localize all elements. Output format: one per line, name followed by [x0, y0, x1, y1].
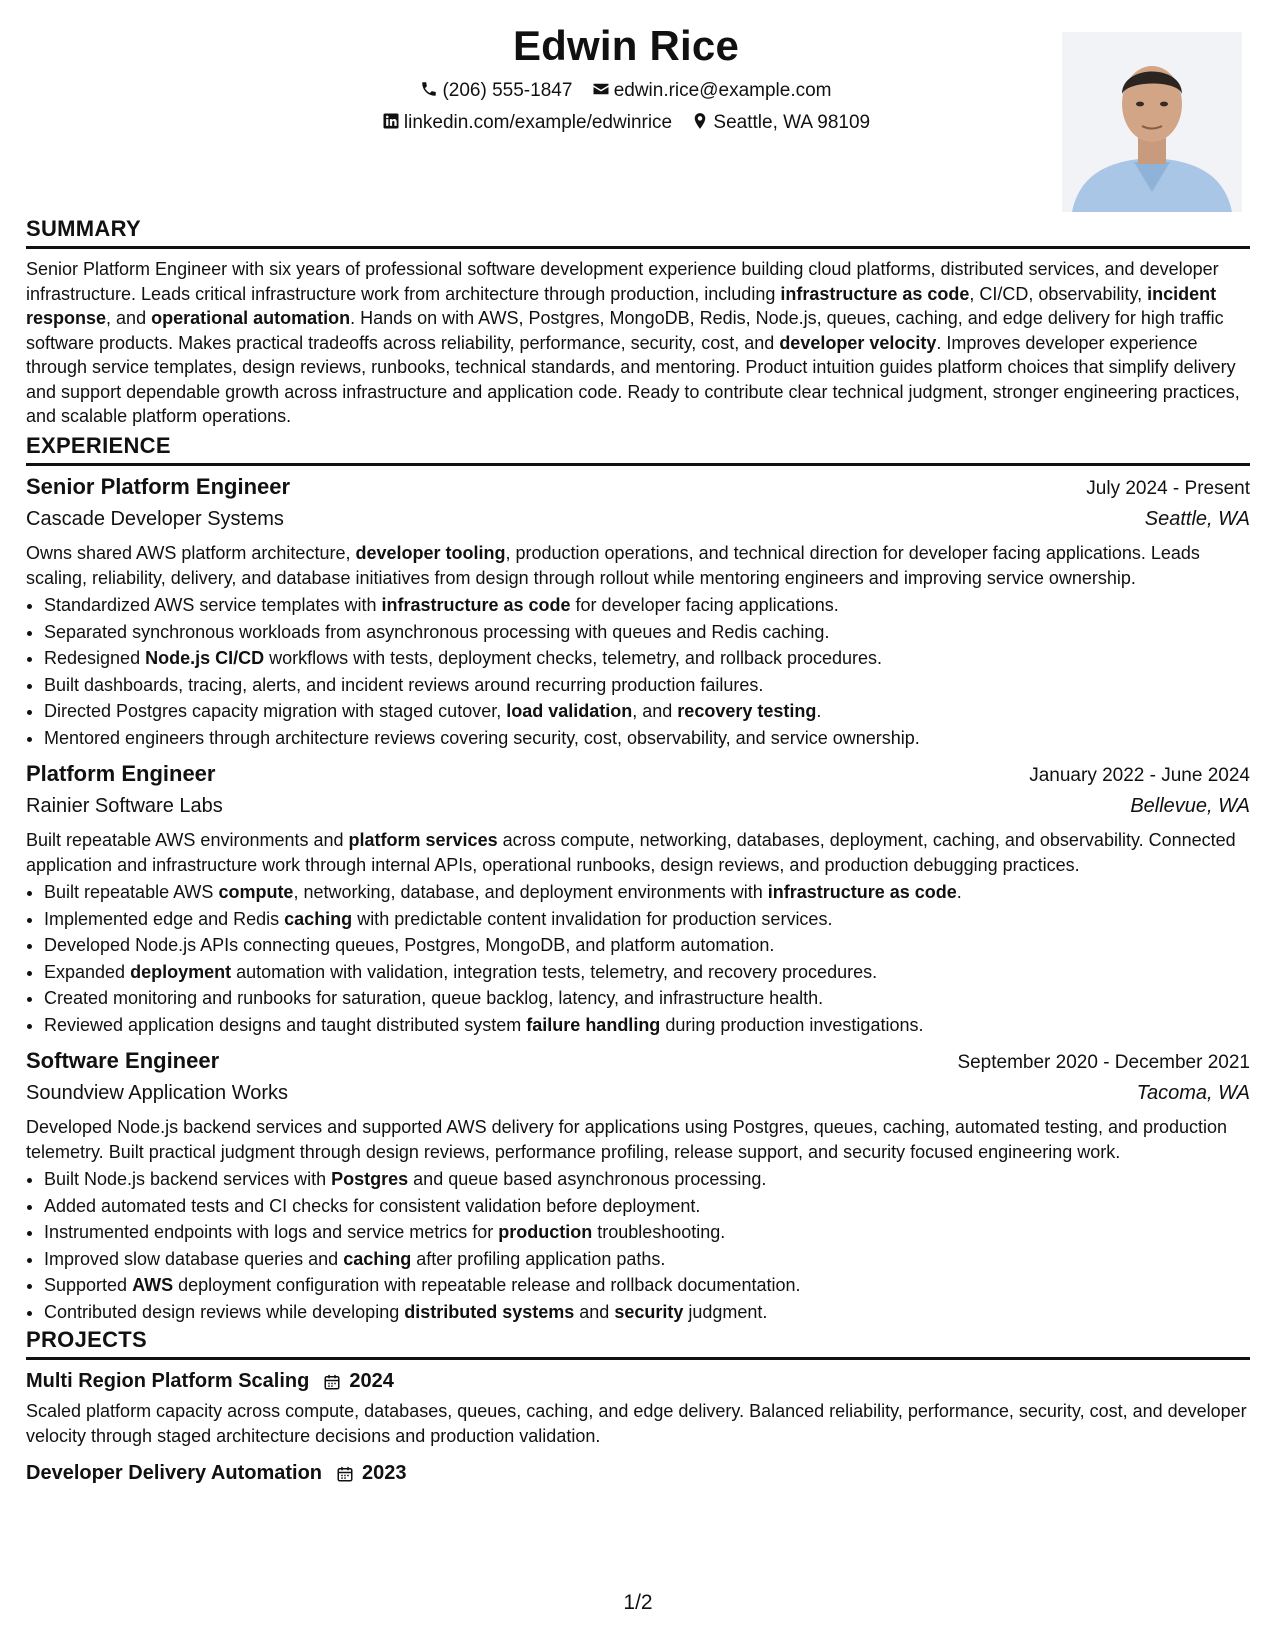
text-run: Expanded: [44, 961, 131, 982]
job-entry: [26, 474, 1250, 751]
bullet-item: [44, 592, 1250, 619]
emphasis-text: caching: [284, 908, 353, 929]
text-run: Senior Platform Engineer with six years of professional software development experience building cloud platforms, distributed services, and developer infrastructure. Leads critical infrastructure work from architecture through production, including: [26, 259, 1219, 304]
job-entry: [26, 1048, 1250, 1325]
linkedin-icon: [382, 112, 400, 130]
envelope-icon: [592, 80, 610, 98]
job-bullets: [26, 592, 1250, 751]
summary-heading: SUMMARY: [26, 216, 1250, 249]
text-run: Separated synchronous workloads from asynchronous processing with queues and Redis caching.: [44, 621, 830, 642]
bullet-item: [44, 1246, 1250, 1273]
text-run: and queue based asynchronous processing.: [408, 1169, 767, 1189]
text-run: Built Node.js backend services with: [44, 1169, 332, 1189]
resume-header: [26, 0, 1250, 215]
email-text: edwin.rice@example.com: [613, 80, 832, 101]
text-run: troubleshooting.: [592, 1222, 726, 1242]
linkedin-text: linkedin.com/example/edwinrice: [403, 112, 673, 133]
text-run: Developed Node.js APIs connecting queues, Postgres, MongoDB, and platform automation.: [44, 935, 775, 955]
job-dates: January 2022 - June 2024: [1029, 765, 1250, 786]
map-marker-icon: [691, 112, 709, 130]
location-text: Seattle, WA 98109: [713, 112, 871, 133]
project-entry: [26, 1370, 1250, 1448]
text-run: across compute, networking, databases, deployment, caching, and observability. Connected application and infrastructure work through internal APIs, operational runbooks, design reviews, and production debugging practices.: [26, 830, 1236, 875]
bullet-item: [44, 1193, 1250, 1220]
resume-page: [26, 0, 1250, 1650]
emphasis-text: developer tooling: [355, 543, 506, 563]
text-run: for developer facing applications.: [570, 595, 839, 615]
job-title: Platform Engineer: [26, 761, 216, 786]
text-run: Supported: [44, 1275, 133, 1295]
job-location: Seattle, WA: [1144, 508, 1250, 530]
text-run: , and: [632, 701, 678, 721]
emphasis-text: compute: [218, 882, 294, 902]
summary-text: [26, 257, 1250, 429]
job-intro: [26, 1115, 1250, 1164]
email-contact[interactable]: [592, 80, 832, 102]
text-run: Created monitoring and runbooks for saturation, queue backlog, latency, and infrastructure health.: [44, 988, 824, 1008]
bullet-item: [44, 1272, 1250, 1299]
emphasis-text: AWS: [132, 1275, 174, 1295]
text-run: Standardized AWS service templates with: [44, 595, 382, 615]
bullet-item: [44, 906, 1250, 933]
experience-heading: EXPERIENCE: [26, 433, 1250, 466]
project-name: Multi Region Platform Scaling: [26, 1370, 310, 1392]
text-run: Developed Node.js backend services and supported AWS delivery for applications using Postgres, queues, caching, automated testing, and production telemetry. Built practical judgment through design reviews, performance profiling, release support, and security focused engineering work.: [26, 1117, 1228, 1162]
bullet-item: [44, 725, 1250, 752]
text-run: , CI/CD, observability,: [969, 283, 1148, 304]
project-description: Scaled platform capacity across compute, databases, queues, caching, and edge delivery. Balanced reliability, performance, security, cost, and developer velocity through staged architecture decisions and production validation.: [26, 1401, 1247, 1446]
linkedin-contact[interactable]: [382, 112, 672, 134]
emphasis-text: security: [614, 1301, 684, 1322]
job-title: Senior Platform Engineer: [26, 474, 291, 499]
emphasis-text: failure handling: [526, 1014, 661, 1035]
bullet-item: [44, 1166, 1250, 1193]
emphasis-text: distributed systems: [404, 1301, 575, 1322]
text-run: judgment.: [683, 1301, 768, 1322]
summary-section: [26, 216, 1250, 429]
job-bullets: [26, 1166, 1250, 1325]
job-intro: [26, 541, 1250, 590]
text-run: . Improves developer experience through service templates, design reviews, runbooks, technical standards, and mentoring. Product intuition guides platform choices that simplify delivery and support dependable growth across infrastructure and application code. Ready to contribute clear technical judgment, stronger engineering practices, and scalable platform operations.: [26, 332, 1240, 426]
text-run: Owns shared AWS platform architecture,: [26, 543, 356, 563]
text-run: deployment configuration with repeatable release and rollback documentation.: [173, 1275, 801, 1295]
text-run: .: [956, 882, 962, 902]
job-bullets: [26, 879, 1250, 1038]
bullet-item: [44, 932, 1250, 959]
job-intro: [26, 828, 1250, 877]
location-contact: [691, 112, 870, 134]
job-entry: [26, 761, 1250, 1038]
text-run: . Hands on with AWS, Postgres, MongoDB, Redis, Node.js, queues, caching, and edge delivery for high traffic software products. Makes practical tradeoffs across reliability, performance, security, cost, and: [26, 308, 1224, 353]
emphasis-text: platform services: [348, 830, 498, 850]
project-year: 2023: [362, 1462, 407, 1484]
job-company: Cascade Developer Systems: [26, 508, 284, 530]
projects-section: [26, 1327, 1250, 1491]
text-run: after profiling application paths.: [411, 1248, 666, 1269]
experience-section: [26, 433, 1250, 1335]
text-run: .: [816, 701, 822, 721]
bullet-item: [44, 1219, 1250, 1246]
calendar-icon: [336, 1465, 354, 1483]
bullet-item: [44, 959, 1250, 986]
bullet-item: [44, 672, 1250, 699]
emphasis-text: deployment: [130, 961, 232, 982]
emphasis-text: Node.js CI/CD: [145, 648, 265, 668]
text-run: workflows with tests, deployment checks, telemetry, and rollback procedures.: [264, 648, 883, 668]
job-location: Tacoma, WA: [1136, 1082, 1250, 1104]
bullet-item: [44, 645, 1250, 672]
job-title: Software Engineer: [26, 1048, 220, 1073]
contact-row-1: [26, 80, 1226, 102]
emphasis-text: infrastructure as code: [381, 595, 571, 615]
job-dates: September 2020 - December 2021: [957, 1052, 1250, 1073]
text-run: Directed Postgres capacity migration with staged cutover,: [44, 701, 507, 721]
project-name: Developer Delivery Automation: [26, 1462, 323, 1484]
calendar-icon: [323, 1373, 341, 1391]
bullet-item: [44, 1299, 1250, 1326]
job-location: Bellevue, WA: [1130, 795, 1250, 817]
emphasis-text: developer velocity: [779, 332, 937, 353]
project-year: 2024: [349, 1370, 394, 1392]
contact-row-2: [26, 112, 1226, 134]
bullet-item: [44, 879, 1250, 906]
emphasis-text: operational automation: [151, 308, 351, 328]
bullet-item: [44, 698, 1250, 725]
phone-text: (206) 555-1847: [442, 80, 573, 101]
bullet-item: [44, 619, 1250, 646]
text-run: , networking, database, and deployment environments with: [293, 882, 768, 902]
profile-photo: [1062, 32, 1242, 212]
text-run: Built repeatable AWS environments and: [26, 830, 349, 850]
emphasis-text: caching: [343, 1248, 412, 1269]
bullet-item: [44, 985, 1250, 1012]
text-run: , production operations, and technical direction for developer facing applications. Leads scaling, reliability, delivery, and database initiatives from design through rollout while mentoring engineers and improving service ownership.: [26, 543, 1200, 588]
text-run: , and: [106, 308, 152, 328]
text-run: Implemented edge and Redis: [44, 908, 285, 929]
text-run: Contributed design reviews while developing: [44, 1301, 405, 1322]
text-run: Redesigned: [44, 648, 146, 668]
job-dates: July 2024 - Present: [1086, 478, 1250, 499]
text-run: Reviewed application designs and taught distributed system: [44, 1014, 527, 1035]
text-run: Improved slow database queries and: [44, 1248, 344, 1269]
emphasis-text: recovery testing: [677, 701, 817, 721]
text-run: Built repeatable AWS: [44, 882, 219, 902]
text-run: Added automated tests and CI checks for consistent validation before deployment.: [44, 1195, 701, 1216]
text-run: Built dashboards, tracing, alerts, and incident reviews around recurring production failures.: [44, 674, 764, 695]
emphasis-text: incident response: [26, 283, 1217, 328]
projects-heading: PROJECTS: [26, 1327, 1250, 1360]
emphasis-text: Postgres: [331, 1169, 409, 1189]
text-run: automation with validation, integration tests, telemetry, and recovery procedures.: [231, 961, 878, 982]
emphasis-text: infrastructure as code: [767, 882, 957, 902]
job-company: Rainier Software Labs: [26, 795, 223, 817]
emphasis-text: load validation: [506, 701, 633, 721]
text-run: Mentored engineers through architecture reviews covering security, cost, observability, and service ownership.: [44, 727, 920, 748]
text-run: during production investigations.: [660, 1014, 924, 1035]
text-run: Instrumented endpoints with logs and service metrics for: [44, 1222, 499, 1242]
phone-contact[interactable]: [420, 80, 572, 102]
text-run: and: [574, 1301, 615, 1322]
text-run: with predictable content invalidation for production services.: [352, 908, 833, 929]
job-company: Soundview Application Works: [26, 1082, 288, 1104]
phone-icon: [420, 80, 438, 98]
emphasis-text: production: [498, 1222, 593, 1242]
page-number: 1/2: [623, 1591, 653, 1614]
emphasis-text: infrastructure as code: [780, 283, 970, 304]
project-entry: [26, 1462, 1250, 1485]
bullet-item: [44, 1012, 1250, 1039]
candidate-name: Edwin Rice: [512, 22, 740, 69]
